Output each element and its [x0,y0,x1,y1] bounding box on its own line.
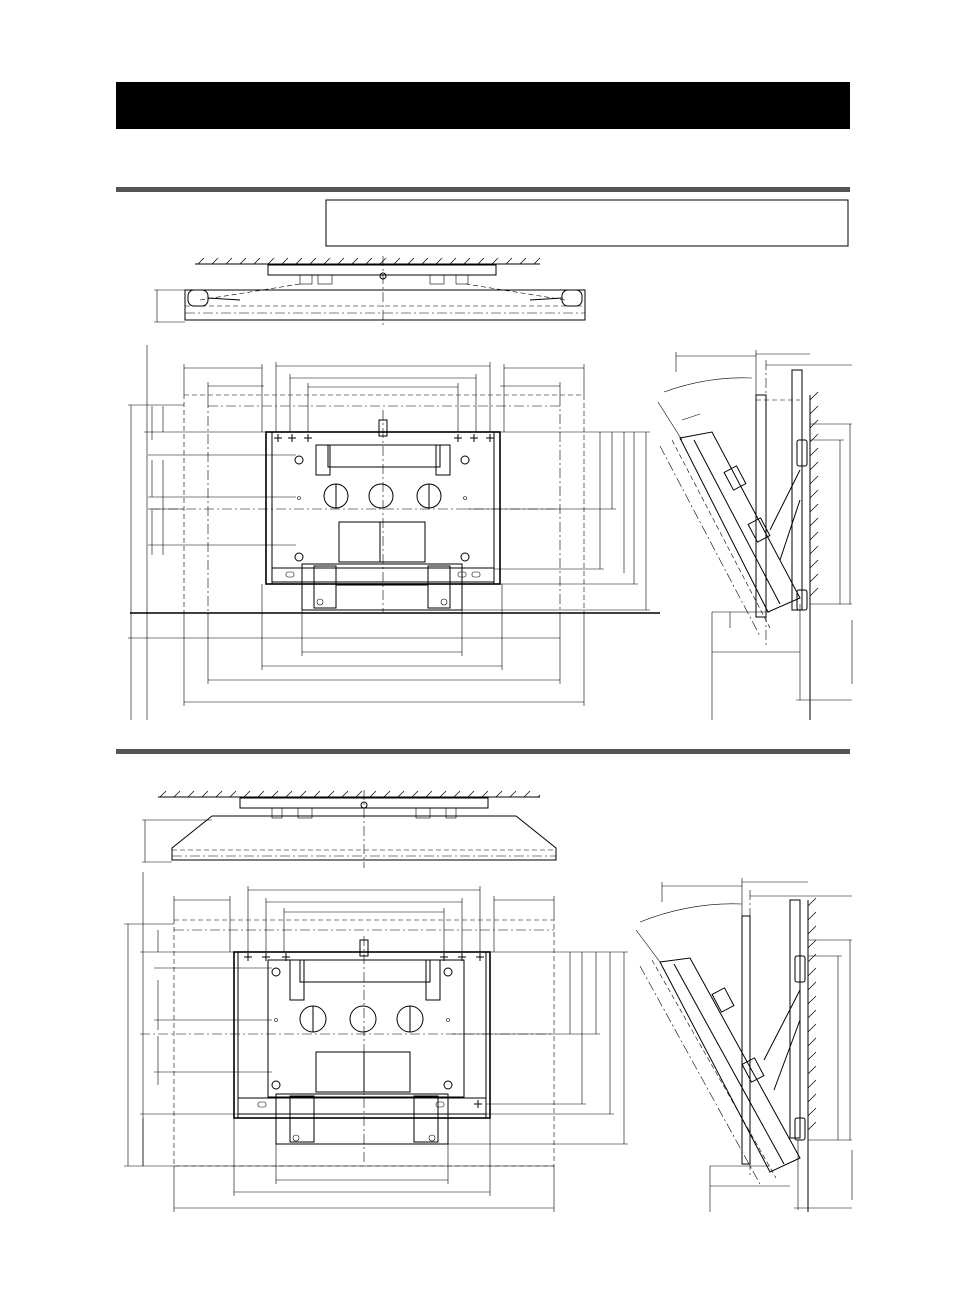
section-1-top-view [154,256,585,326]
section-2-front-view [124,872,628,1212]
section-2-top-view [142,790,556,868]
section-2-rule [116,749,850,754]
section-2-side-view [636,878,852,1212]
section-1-note-box [326,200,848,246]
section-1-rule [116,187,850,192]
ceiling-hatch [198,258,540,264]
section-1-front-view [128,345,660,720]
section-1-side-view [658,350,852,720]
header-bar [116,82,850,129]
